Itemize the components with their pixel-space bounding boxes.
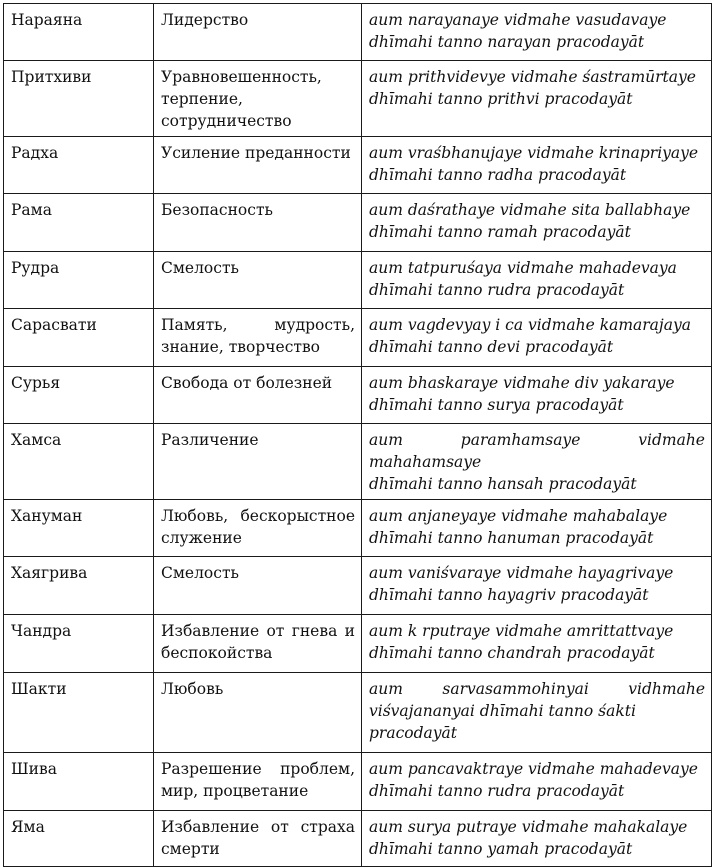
deity-cell: Сарасвати [4,309,154,367]
deity-cell: Притхиви [4,61,154,137]
table-row [4,811,712,867]
table-row [4,309,712,367]
mantra-line: aum paramhamsaye vidmahe mahahamsaye [369,431,705,471]
mantra-cell [362,61,712,137]
purpose-cell: Смелость [154,557,362,615]
mantra-line: dhīmahi tanno radha pracodayāt [369,166,627,184]
mantra-line: dhīmahi tanno prithvi pracodayāt [369,90,633,108]
deity-cell: Рудра [4,252,154,309]
mantra-line: aum anjaneyaye vidmahe mahabalaye [369,507,668,525]
mantra-cell [362,615,712,673]
mantra-line: dhīmahi tanno yamah pracodayāt [369,840,633,858]
purpose-cell: Лидерство [154,4,362,61]
mantra-line: pracodayāt [369,724,457,742]
mantra-line: dhīmahi tanno hayagriv pracodayāt [369,586,649,604]
mantra-cell [362,753,712,811]
mantra-line: aum vraśbhanujaye vidmahe krinapriyaye [369,144,699,162]
mantra-line: aum tatpuruśaya vidmahe mahadevaya [369,259,677,277]
mantra-line: dhīmahi tanno surya pracodayāt [369,396,624,414]
purpose-cell: Усиление преданности [154,137,362,194]
mantra-cell [362,673,712,753]
mantra-line: dhīmahi tanno rudra pracodayāt [369,782,625,800]
mantra-line: aum daśrathaye vidmahe sita ballabhaye [369,201,691,219]
mantra-line: dhīmahi tanno hanuman pracodayāt [369,529,654,547]
mantra-line: aum k rputraye vidmahe amrittattvaye [369,622,674,640]
mantra-line: aum pancavaktraye vidmahe mahadevaye [369,760,698,778]
mantra-line: aum vagdevyay i ca vidmahe kamarajaya [369,316,691,334]
mantra-cell [362,309,712,367]
mantra-cell [362,424,712,500]
table-row [4,424,712,500]
table-row [4,194,712,252]
purpose-cell: Память, мудрость, знание, творчество [154,309,362,367]
purpose-cell: Любовь, бескорыстное служение [154,500,362,557]
mantra-line: dhīmahi tanno hansah pracodayāt [369,475,637,493]
mantra-line: dhīmahi tanno narayan pracodayāt [369,33,645,51]
purpose-cell: Разрешение проблем, мир, процветание [154,753,362,811]
deity-cell: Рама [4,194,154,252]
mantra-cell [362,367,712,424]
mantra-line: dhīmahi tanno rudra pracodayāt [369,281,625,299]
mantra-cell [362,137,712,194]
deity-cell: Нараяна [4,4,154,61]
mantra-line: aum bhaskaraye vidmahe div yakaraye [369,374,675,392]
table-row [4,673,712,753]
purpose-cell: Свобода от болезней [154,367,362,424]
purpose-cell: Различение [154,424,362,500]
deity-cell: Хаягрива [4,557,154,615]
mantra-table [3,3,712,867]
table-row [4,615,712,673]
mantra-line: dhīmahi tanno chandrah pracodayāt [369,644,655,662]
deity-cell: Шакти [4,673,154,753]
purpose-cell: Смелость [154,252,362,309]
table-row [4,4,712,61]
table-row [4,367,712,424]
mantra-line: aum surya putraye vidmahe mahakalaye [369,818,688,836]
deity-cell: Яма [4,811,154,867]
table-row [4,61,712,137]
purpose-cell: Безопасность [154,194,362,252]
deity-cell: Радха [4,137,154,194]
mantra-cell [362,194,712,252]
mantra-line: dhīmahi tanno ramah pracodayāt [369,223,631,241]
mantra-cell [362,811,712,867]
mantra-cell [362,557,712,615]
deity-cell: Чандра [4,615,154,673]
mantra-cell [362,252,712,309]
mantra-line: aum prithvidevye vidmahe śastramūrtaye [369,68,696,86]
deity-cell: Шива [4,753,154,811]
deity-cell: Хануман [4,500,154,557]
table-row [4,137,712,194]
table-row [4,753,712,811]
mantra-cell [362,500,712,557]
deity-cell: Хамса [4,424,154,500]
table-row [4,252,712,309]
mantra-cell [362,4,712,61]
mantra-line: aum narayanaye vidmahe vasudavaye [369,11,667,29]
mantra-line: dhīmahi tanno devi pracodayāt [369,338,614,356]
deity-cell: Сурья [4,367,154,424]
purpose-cell: Любовь [154,673,362,753]
mantra-line: aum vaniśvaraye vidmahe hayagrivaye [369,564,674,582]
purpose-cell: Избавление от гнева и беспокойства [154,615,362,673]
purpose-cell: Избавление от страха смерти [154,811,362,867]
table-row [4,500,712,557]
table-row [4,557,712,615]
mantra-line: aum sarvasammohinyai vidhmahe viśvajananyai dhīmahi tanno śakti [369,680,705,720]
purpose-cell: Уравновешенность, терпение, сотрудничество [154,61,362,137]
